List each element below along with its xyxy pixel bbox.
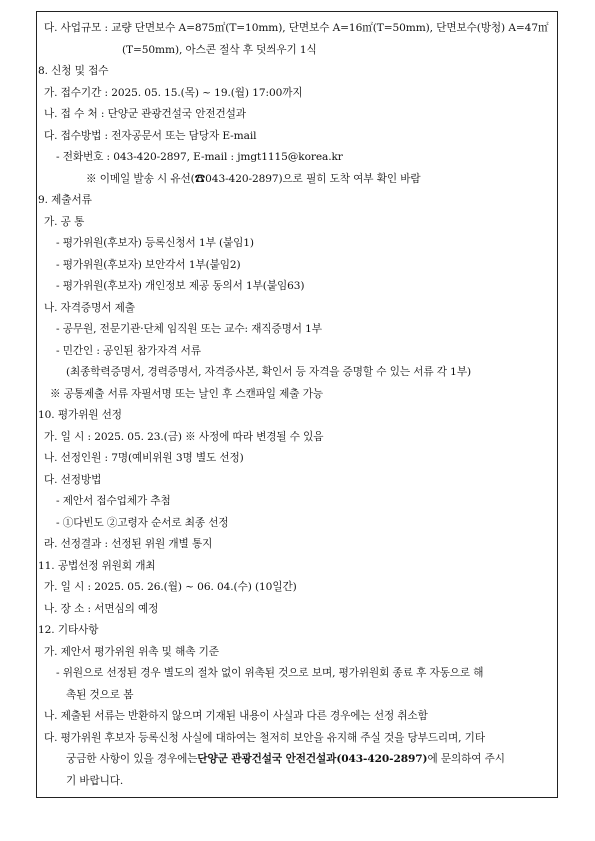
doc-registration-form: - 평가위원(후보자) 등록신청서 1부 (붙임1)	[56, 237, 254, 249]
application-period: 가. 접수기간 : 2025. 05. 15.(목) ~ 19.(월) 17:00까지	[44, 87, 303, 99]
section-12-heading: 12. 기타사항	[38, 624, 99, 636]
qualification-docs-heading: 나. 자격증명서 제출	[44, 302, 135, 314]
section-8-heading: 8. 신청 및 접수	[38, 65, 109, 77]
selection-method-lottery: - 제안서 접수업체가 추첨	[56, 495, 171, 507]
selection-count: 나. 선정인원 : 7명(예비위원 3명 별도 선정)	[44, 452, 244, 464]
email-confirm-note: ※ 이메일 발송 시 유선(☎043-420-2897)으로 필히 도착 여부 확인 바람	[86, 173, 421, 185]
committee-date: 가. 일 시 : 2025. 05. 26.(월) ~ 06. 04.(수) (10일간)	[44, 581, 297, 593]
documents-not-returned: 나. 제출된 서류는 반환하지 않으며 기재된 내용이 사실과 다른 경우에는 선정 취소함	[44, 710, 428, 722]
project-scale-line-cont: (T=50mm), 아스콘 절삭 후 덧씌우기 1식	[122, 44, 317, 56]
inquiry-line	[66, 751, 505, 767]
inquiry-text-start: 궁금한 사항이 있을 경우에는	[66, 753, 198, 765]
selection-result: 라. 선정결과 : 선정된 위원 개별 통지	[44, 538, 213, 550]
project-scale-line: 다. 사업규모 : 교량 단면보수 A=875㎡(T=10mm), 단면보수 A=16㎡(T=50mm), 단면보수(방청) A=47㎡	[44, 22, 549, 34]
qualification-private: - 민간인 : 공인된 참가자격 서류	[56, 345, 201, 357]
appointment-criteria-text: - 위원으로 선정된 경우 별도의 절차 없이 위촉된 것으로 보며, 평가위원회 종료 후 자동으로 해	[56, 667, 484, 679]
application-method: 다. 접수방법 : 전자공문서 또는 담당자 E-mail	[44, 130, 257, 142]
inquiry-contact-bold: 단양군 관광건설국 안전건설과(043-420-2897)	[197, 753, 428, 765]
qualification-private-detail: (최종학력증명서, 경력증명서, 자격증사본, 확인서 등 자격을 증명할 수 있는 서류 각 1부)	[66, 366, 471, 378]
appointment-criteria-text-cont: 촉된 것으로 봄	[66, 689, 134, 701]
selection-date: 가. 일 시 : 2025. 05. 23.(금) ※ 사정에 따라 변경될 수 있음	[44, 431, 324, 443]
inquiry-text-end: 에 문의하여 주시	[427, 753, 505, 765]
selection-method-heading: 다. 선정방법	[44, 474, 102, 486]
contact-phone-email: - 전화번호 : 043-420-2897, E-mail : jmgt1115@korea.kr	[56, 151, 343, 163]
security-request: 다. 평가위원 후보자 등록신청 사실에 대하여는 철저히 보안을 유지해 주실 것을 당부드리며, 기타	[44, 732, 485, 744]
selection-method-order: - ①다빈도 ②고령자 순서로 최종 선정	[56, 517, 229, 529]
scan-submission-note: ※ 공통제출 서류 자필서명 또는 날인 후 스캔파일 제출 가능	[50, 388, 323, 400]
section-9-heading: 9. 제출서류	[38, 194, 92, 206]
common-docs-heading: 가. 공 통	[44, 216, 85, 228]
doc-security-pledge: - 평가위원(후보자) 보안각서 1부(붙임2)	[56, 259, 241, 271]
section-11-heading: 11. 공법선정 위원회 개최	[38, 560, 156, 572]
committee-place: 나. 장 소 : 서면심의 예정	[44, 603, 159, 615]
inquiry-line-end: 기 바랍니다.	[66, 775, 124, 787]
application-office: 나. 접 수 처 : 단양군 관광건설국 안전건설과	[44, 108, 246, 120]
section-10-heading: 10. 평가위원 선정	[38, 409, 122, 421]
doc-privacy-consent: - 평가위원(후보자) 개인정보 제공 동의서 1부(붙임63)	[56, 280, 305, 292]
appointment-criteria-heading: 가. 제안서 평가위원 위촉 및 해촉 기준	[44, 646, 219, 658]
qualification-public: - 공무원, 전문기관·단체 임직원 또는 교수: 재직증명서 1부	[56, 323, 322, 335]
